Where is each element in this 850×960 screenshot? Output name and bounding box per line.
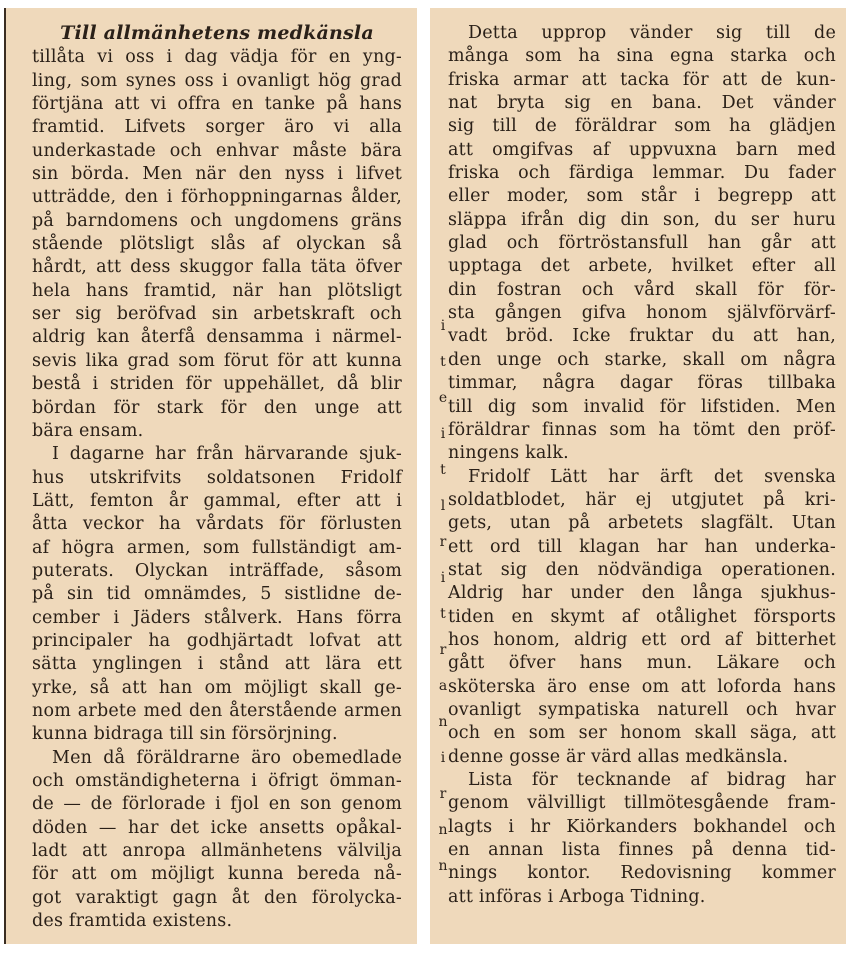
margin-letter: t	[440, 462, 446, 478]
text-line: hårdt, att dess skuggor falla täta öfver	[32, 257, 402, 278]
text-line: framtid. Lifvets sorger äro vi alla	[32, 117, 402, 138]
text-line: stat sig den nödvändiga operationen.	[448, 559, 836, 580]
text-line: timmar, några dagar föras tillbaka	[448, 373, 836, 394]
text-line: och en som ser honom skall säga, att	[448, 723, 836, 744]
text-line: friska armar att tacka för att de kun-	[448, 69, 836, 90]
text-line: soldatblodet, här ej utgjutet på kri-	[448, 489, 836, 510]
text-line: vadt bröd. Icke fruktar du att han,	[448, 326, 836, 347]
text-line: hus utskrifvits soldatsonen Fridolf	[32, 467, 402, 488]
text-line: din fostran och vård skall för för-	[448, 279, 836, 300]
right-lines	[448, 22, 836, 909]
text-line: förtjäna att vi offra en tanke på hans	[32, 94, 402, 115]
text-line: bördan för stark för den unge att	[32, 397, 402, 418]
text-line: till dig som invalid för lifstiden. Men	[448, 396, 836, 417]
text-line: på barndomens och ungdomens gräns	[32, 210, 402, 231]
text-line: principaler ha godhjärtadt lofvat att	[32, 630, 402, 651]
margin-letter: n	[438, 714, 448, 730]
text-line: aldrig kan återfå densamma i närmel-	[32, 327, 402, 348]
text-line: många som ha sina egna starka och	[448, 46, 836, 67]
margin-letter: i	[440, 750, 446, 766]
text-line: sta gången gifva honom självförvärf-	[448, 303, 836, 324]
text-line: denne gosse är värd allas medkänsla.	[448, 746, 789, 767]
left-article-text	[32, 22, 402, 933]
text-line: nings kontor. Redovisning kommer	[448, 863, 836, 884]
text-line: cember i Jäders stålverk. Hans förra	[32, 607, 402, 628]
left-column	[4, 8, 417, 944]
text-line: puterats. Olyckan inträffade, såsom	[32, 560, 402, 581]
text-line: döden — har det icke ansetts opåkal-	[32, 817, 402, 838]
text-line: och omständigheterna i öfrigt ömman-	[32, 771, 402, 791]
margin-letter: r	[439, 642, 447, 658]
left-lines	[32, 46, 402, 933]
text-line: stående plötsligt slås af olyckan så	[32, 234, 402, 255]
text-line: tiden en skymt af otålighet försports	[448, 606, 836, 627]
text-line: sevis lika grad som förut för att kunna	[32, 350, 402, 371]
text-line: glad och förtröstansfull han går att	[448, 233, 836, 254]
text-line: ningens kalk.	[448, 443, 569, 464]
text-line: des framtida existens.	[32, 911, 233, 932]
text-line: bära ensam.	[32, 420, 144, 441]
text-line: ser sig beröfvad sin arbetskraft och	[32, 304, 402, 325]
text-line: eller moder, som står i begrepp att	[448, 186, 836, 207]
text-line: kunna bidraga till sin försörjning.	[32, 724, 338, 745]
margin-letter: a	[438, 678, 448, 694]
margin-letter: i	[440, 570, 446, 586]
article-heading: Till allmänhetens medkänsla	[60, 22, 374, 44]
text-line: gets, utan på arbetets slagfält. Utan	[448, 513, 836, 534]
text-line: sätta ynglingen i stånd att lära ett	[32, 654, 402, 675]
text-line: upptaga det arbete, hvilket efter all	[448, 256, 836, 277]
text-line: tillåta vi oss i dag vädja för en yng-	[32, 47, 402, 68]
text-line: ling, som synes oss i ovanligt hög grad	[32, 70, 402, 91]
text-line: släppa ifrån dig din son, du ser huru	[448, 209, 836, 230]
text-line: bestå i striden för uppehället, då blir	[32, 374, 402, 395]
text-line: yrke, så att han om möjligt skall ge-	[32, 677, 402, 698]
margin-letter: e	[438, 390, 448, 406]
right-column	[430, 8, 846, 944]
margin-letter: n	[438, 822, 448, 838]
text-line: got varaktigt gagn åt den förolycka-	[32, 887, 402, 908]
text-line: genom välvilligt tillmötesgående fram-	[448, 793, 836, 814]
text-line: för att om möjligt kunna bereda nå-	[32, 864, 402, 885]
column-rule-left	[4, 8, 6, 944]
text-line: de — de förlorade i fjol en son genom	[32, 794, 402, 815]
text-line: Aldrig har under den långa sjukhus-	[448, 583, 836, 604]
text-line: åtta veckor ha vårdats för förlusten	[32, 514, 402, 535]
text-line: en annan lista finnes på denna tid-	[448, 840, 836, 861]
text-line: friska och färdiga lemmar. Du fader	[448, 163, 836, 184]
text-line: hos honom, aldrig ett ord af bitterhet	[448, 629, 836, 650]
margin-letter: l	[440, 498, 446, 514]
text-line: sin börda. Men när den nyss i lifvet	[32, 164, 402, 185]
text-line: att införas i Arboga Tidning.	[448, 886, 706, 907]
text-line: Lätt, femton år gammal, efter att i	[32, 490, 402, 511]
text-line: den unge och starke, skall om några	[448, 349, 836, 370]
text-line: Men då föräldrarne äro obemedlade	[52, 747, 402, 768]
text-line: utträdde, den i förhoppningarnas ålder,	[32, 187, 402, 208]
margin-letter: n	[438, 858, 448, 874]
margin-letter: t	[440, 606, 446, 622]
margin-letter: i	[440, 318, 446, 334]
margin-letter: t	[440, 354, 446, 370]
text-line: sig till de föräldrar som ha glädjen	[448, 116, 836, 137]
text-line: att omgifvas af uppvuxna barn med	[448, 139, 836, 160]
text-line: på sin tid omnämdes, 5 sistlidne de-	[32, 584, 402, 605]
text-line: ett ord till klagan har han underka-	[448, 536, 836, 557]
text-line: ovanligt sympatiska naturell och hvar	[448, 699, 836, 720]
text-line: I dagarne har från härvarande sjuk-	[52, 444, 402, 465]
right-article-text	[448, 22, 836, 909]
text-line: Fridolf Lätt har ärft det svenska	[468, 466, 836, 487]
text-line: lagts i hr Kiörkanders bokhandel och	[448, 816, 836, 837]
text-line: Lista för tecknande af bidrag har	[468, 770, 836, 790]
text-line: sköterska äro ense om att loforda hans	[448, 676, 836, 697]
text-line: gått öfver hans mun. Läkare och	[448, 653, 836, 674]
text-line: Detta upprop vänder sig till de	[468, 23, 836, 43]
margin-letter: r	[439, 534, 447, 550]
text-line: af högra armen, som fullständigt am-	[32, 537, 402, 558]
text-line: hela hans framtid, när han plötsligt	[32, 280, 402, 301]
text-line: ladt att anropa allmänhetens välvilja	[32, 841, 402, 862]
text-line: underkastade och enhvar måste bära	[32, 140, 402, 161]
margin-letter: r	[439, 786, 447, 802]
text-line: föräldrar finnas som ha tömt den pröf-	[448, 419, 836, 440]
text-line: nom arbete med den återstående armen	[32, 700, 402, 721]
text-line: nat bryta sig en bana. Det vänder	[448, 93, 836, 114]
margin-letter: i	[440, 426, 446, 442]
